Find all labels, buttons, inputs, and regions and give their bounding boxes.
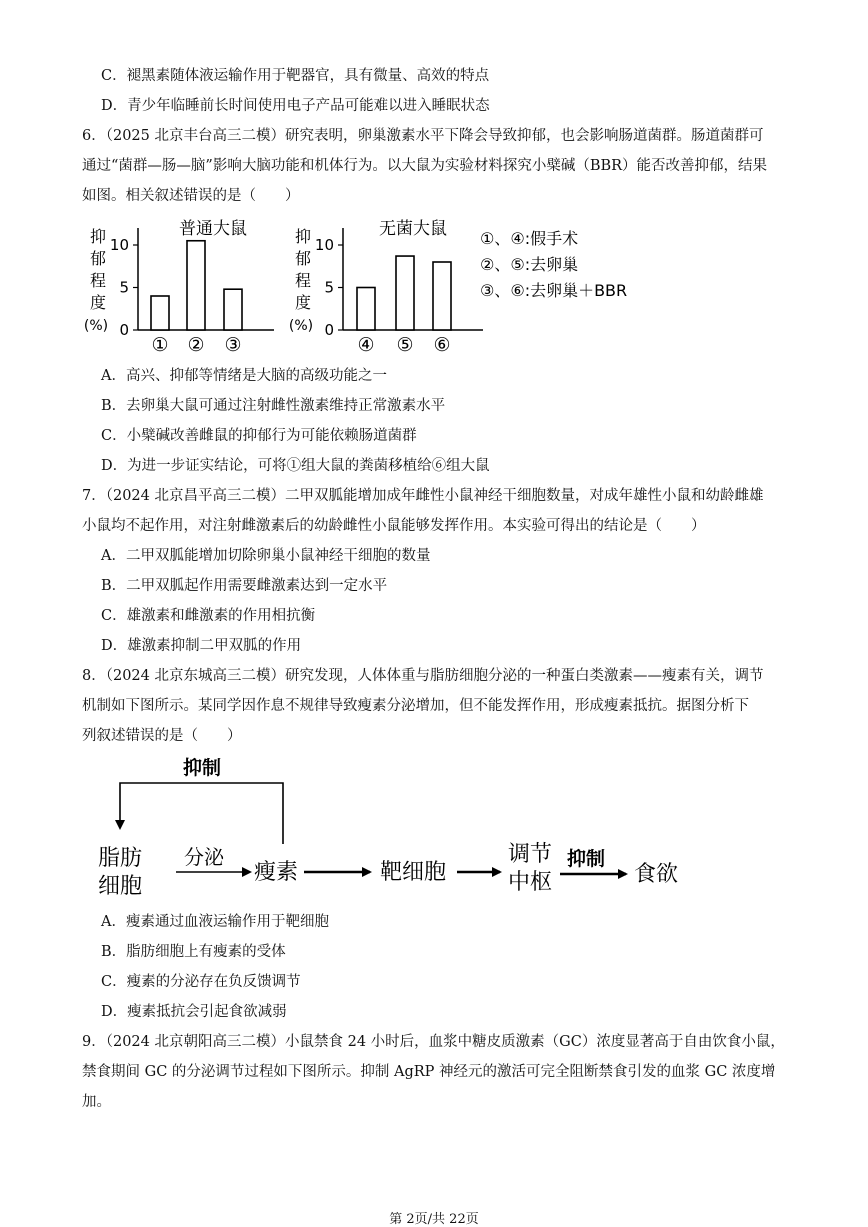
bar	[151, 296, 169, 330]
chart-legend	[480, 229, 627, 300]
chart1-ylabel	[84, 227, 108, 334]
q8-option-c: C．瘦素的分泌存在负反馈调节	[101, 974, 301, 990]
bar	[187, 241, 205, 330]
bar	[357, 288, 375, 331]
fat-cell-label-line2: 细胞	[97, 874, 143, 899]
q5-option-d: D．青少年临睡前长时间使用电子产品可能难以进入睡眠状态	[101, 98, 490, 114]
q6-stem-line-2: 通过“菌群—肠—脑”影响大脑功能和机体行为。以大鼠为实验材料探究小檗碱（BBR）能否改善抑郁，结果	[82, 158, 768, 174]
chart2-ylabel-unit: (%)	[288, 318, 314, 334]
q9-stem-line-1: 9．（2024 北京朝阳高三二模）小鼠禁食 24 小时后，血浆中糖皮质激素（GC）浓度显著高于自由饮食小鼠，	[82, 1034, 785, 1050]
fat-cell-label-line1: 脂肪	[97, 846, 143, 871]
y-tick-label: 5	[324, 278, 334, 297]
chart2-title: 无菌大鼠	[379, 219, 447, 239]
legend-item-ovx: ②、⑤:去卵巢	[480, 255, 579, 274]
q6-stem-line-1: 6．（2025 北京丰台高三二模）研究表明，卵巢激素水平下降会导致抑郁，也会影响肠道菌群。肠道菌群可	[82, 128, 764, 144]
leptin-label: 瘦素	[253, 860, 299, 885]
q8-option-a: A．瘦素通过血液运输作用于靶细胞	[101, 914, 329, 930]
q6-stem-line-3: 如图。相关叙述错误的是（ ）	[82, 188, 300, 204]
q7-stem-line-2: 小鼠均不起作用，对注射雌激素后的幼龄雌性小鼠能够发挥作用。本实验可得出的结论是（ ）	[82, 518, 706, 534]
y-tick-label: 5	[119, 278, 129, 297]
chart2-ylabel-char: 度	[294, 293, 312, 312]
q6-option-c: C．小檗碱改善雌鼠的抑郁行为可能依赖肠道菌群	[101, 428, 417, 444]
q6-option-a: A．高兴、抑郁等情绪是大脑的高级功能之一	[101, 368, 387, 384]
y-tick-label: 0	[324, 321, 334, 339]
chart1-bars	[151, 241, 242, 356]
x-tick-label: ④	[357, 334, 375, 356]
bar	[433, 262, 451, 330]
legend-item-ovx-bbr: ③、⑥:去卵巢＋BBR	[480, 281, 628, 300]
bar	[396, 256, 414, 330]
chart2-ylabel-char: 郁	[294, 249, 312, 268]
chart1-ylabel-char: 程	[89, 271, 107, 290]
chart1-ylabel-char: 抑	[89, 227, 107, 246]
q9-stem-line-3: 加。	[82, 1094, 111, 1110]
q8-stem-line-1: 8．（2024 北京东城高三二模）研究发现，人体体重与脂肪细胞分泌的一种蛋白类激素——瘦素有关，调节	[82, 668, 764, 684]
y-tick-label: 10	[109, 236, 129, 254]
page-footer: 第 2页/共 22页	[389, 1212, 479, 1227]
q8-leptin-diagram	[90, 748, 710, 908]
feedback-inhibition-loop	[120, 756, 283, 844]
q7-stem-line-1: 7．（2024 北京昌平高三二模）二甲双胍能增加成年雌性小鼠神经干细胞数量，对成年雄性小鼠和幼龄雌雄	[82, 488, 764, 504]
feedback-label: 抑制	[182, 757, 222, 779]
chart2-ylabel	[289, 227, 313, 334]
q7-option-a: A．二甲双胍能增加切除卵巢小鼠神经干细胞的数量	[101, 548, 431, 564]
y-tick-label: 10	[314, 236, 334, 254]
secrete-label: 分泌	[184, 845, 224, 869]
x-tick-label: ⑤	[396, 334, 414, 356]
q6-bar-chart-figure	[78, 212, 698, 360]
chart2-bars	[357, 256, 451, 356]
x-tick-label: ②	[187, 334, 205, 356]
q7-option-c: C．雄激素和雌激素的作用相抗衡	[101, 608, 316, 624]
q6-option-b: B．去卵巢大鼠可通过注射雌性激素维持正常激素水平	[101, 398, 446, 414]
q9-stem-line-2: 禁食期间 GC 的分泌调节过程如下图所示。抑制 AgRP 神经元的激活可完全阻断禁食引发的血浆 GC 浓度增	[82, 1064, 776, 1080]
q8-option-d: D．瘦素抵抗会引起食欲减弱	[101, 1004, 287, 1020]
q8-option-b: B．脂肪细胞上有瘦素的受体	[101, 944, 286, 960]
q8-stem-line-2: 机制如下图所示。某同学因作息不规律导致瘦素分泌增加，但不能发挥作用，形成瘦素抵抗。据图分析下	[82, 698, 749, 714]
x-tick-label: ③	[224, 334, 242, 356]
x-tick-label: ⑥	[433, 334, 451, 356]
chart1-ylabel-char: 郁	[89, 249, 107, 268]
q7-option-b: B．二甲双胍起作用需要雌激素达到一定水平	[101, 578, 388, 594]
center-label-line2: 中枢	[507, 870, 553, 895]
chart1-title: 普通大鼠	[179, 219, 247, 239]
chart2-ylabel-char: 程	[294, 271, 312, 290]
x-tick-label: ①	[151, 334, 169, 356]
q6-option-d: D．为进一步证实结论，可将①组大鼠的粪菌移植给⑥组大鼠	[101, 458, 490, 474]
q8-stem-line-3: 列叙述错误的是（ ）	[82, 728, 242, 744]
inhibit-label: 抑制	[566, 848, 606, 870]
chart1-ylabel-unit: (%)	[83, 318, 109, 334]
q7-option-d: D．雄激素抑制二甲双胍的作用	[101, 638, 302, 654]
q5-option-c: C．褪黑素随体液运输作用于靶器官，具有微量、高效的特点	[101, 68, 490, 84]
target-cell-label: 靶细胞	[379, 860, 447, 885]
appetite-label: 食欲	[633, 862, 679, 887]
y-tick-label: 0	[119, 321, 129, 339]
chart1-ylabel-char: 度	[89, 293, 107, 312]
bar	[224, 289, 242, 330]
chart2-ylabel-char: 抑	[294, 227, 312, 246]
center-label-line1: 调节	[507, 842, 553, 867]
legend-item-sham: ①、④:假手术	[480, 229, 579, 248]
